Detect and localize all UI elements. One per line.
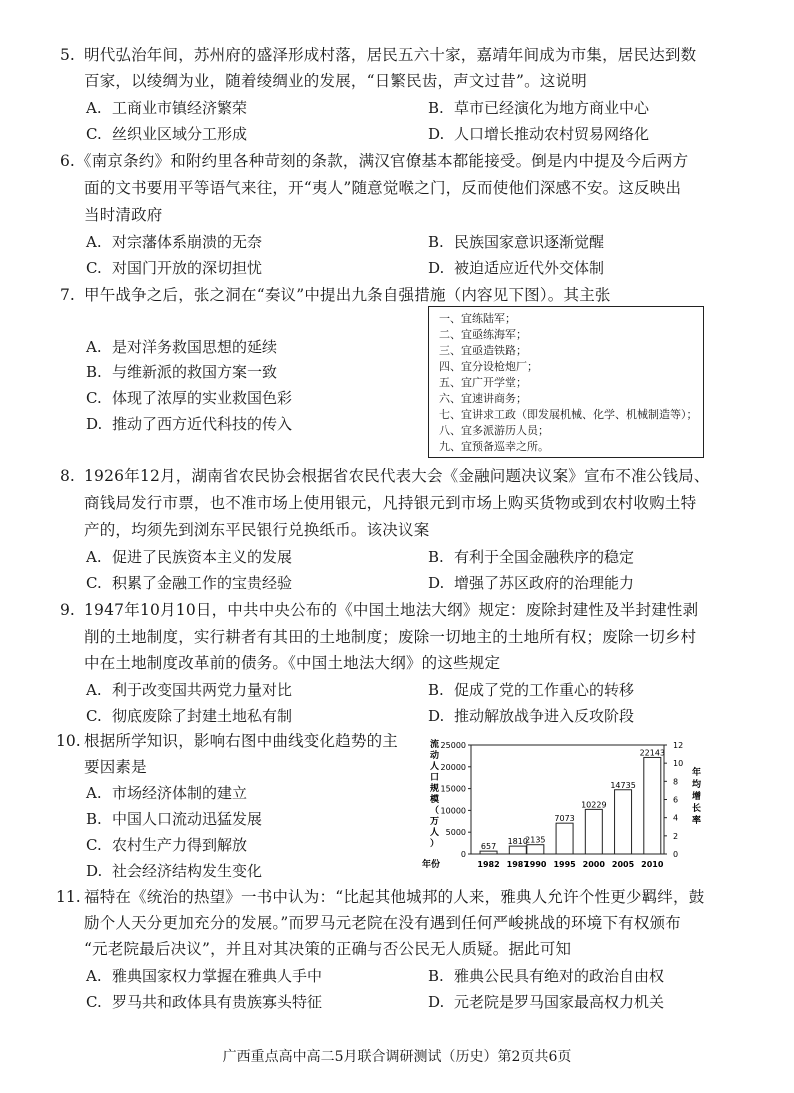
q8-stem-line-3: 产的，均须先到浏东平民银行兑换纸币。该决议案: [84, 521, 430, 539]
q10-option-a[interactable]: A. 市场经济体制的建立: [86, 784, 248, 802]
q11-stem-line-1: 福特在《统治的热望》一书中认为：“比起其他城邦的人来，雅典人允许个性更少羁绊，鼓: [84, 888, 705, 906]
q9-option-c[interactable]: C. 彻底废除了封建土地私有制: [86, 707, 293, 725]
q10-option-d[interactable]: D. 社会经济结构发生变化: [86, 862, 263, 880]
y-tick-label: 5000: [445, 828, 466, 838]
q9-stem-line-3: 中在土地制度改革前的债务。《中国土地法大纲》的这些规定: [84, 654, 501, 672]
q5-option-d[interactable]: D. 人口增长推动农村贸易网络化: [428, 125, 650, 143]
migration-chart: [420, 733, 710, 878]
q8-stem-line-1: 1926年12月，湖南省农民协会根据省农民代表大会《金融问题决议案》宣布不准公钱局、: [84, 467, 710, 485]
q8-option-b[interactable]: B. 有利于全国金融秩序的稳定: [428, 548, 635, 566]
q8-option-c[interactable]: C. 积累了金融工作的宝贵经验: [86, 574, 293, 592]
y2-axis-title-text: [692, 766, 702, 826]
x-tick-label: 1987: [506, 860, 529, 869]
q9-option-a[interactable]: A. 利于改变国共两党力量对比: [86, 681, 293, 699]
x-tick-label: 2005: [611, 860, 635, 869]
q7-option-c[interactable]: C. 体现了浓厚的实业救国色彩: [86, 389, 293, 407]
y-axis-title-char: 人: [430, 762, 440, 772]
y2-axis-ticks: [664, 741, 683, 859]
measure-item: 二、宜亟练海军；: [439, 328, 527, 341]
q6-stem-line-3: 当时清政府: [84, 206, 163, 224]
q5-option-a[interactable]: A. 工商业市镇经济繁荣: [86, 99, 248, 117]
measure-item: 五、宜广开学堂；: [439, 376, 527, 389]
bar-value-label: 10229: [581, 800, 607, 810]
y2-axis-title-char: 均: [692, 780, 702, 790]
y-axis-title-char: ）: [430, 839, 440, 849]
y2-axis-title-char: 率: [692, 816, 702, 826]
q11-option-b[interactable]: B. 雅典公民具有绝对的政治自由权: [428, 967, 665, 985]
bar-value-label: 2135: [525, 835, 546, 845]
q6-stem-line-1: 《南京条约》和附约里各种苛刻的条款，满汉官僚基本都能接受。倒是内中提及今后两方: [76, 152, 689, 170]
q9-number: 9.: [60, 601, 75, 619]
q8-option-d[interactable]: D. 增强了苏区政府的治理能力: [428, 574, 635, 592]
y-axis-title-char: 人: [430, 828, 440, 838]
q6-option-d[interactable]: D. 被迫适应近代外交体制: [428, 259, 605, 277]
q10-option-b[interactable]: B. 中国人口流动迅猛发展: [86, 810, 263, 828]
y2-axis-title-char: 年: [692, 768, 702, 778]
bar-value-label: 22143: [639, 748, 666, 758]
q9-option-d[interactable]: D. 推动解放战争进入反攻阶段: [428, 707, 635, 725]
bar-value-label: 657: [480, 842, 497, 852]
q8-stem-line-2: 商钱局发行市票，也不准市场上使用银元，凡持银元到市场上购买货物或到农村收购土特: [84, 494, 697, 512]
y2-tick-label: 8: [673, 777, 679, 787]
measure-item: 九、宜预备巡幸之所。: [439, 440, 549, 453]
measure-item: 一、宜练陆军；: [439, 312, 516, 325]
q6-option-b[interactable]: B. 民族国家意识逐渐觉醒: [428, 233, 605, 251]
measure-item: 八、宜多派游历人员；: [439, 424, 549, 437]
q11-option-a[interactable]: A. 雅典国家权力掌握在雅典人手中: [86, 967, 323, 985]
q6-option-c[interactable]: C. 对国门开放的深切担忧: [86, 259, 263, 277]
y2-axis-title-char: 增: [692, 792, 702, 802]
q6-stem-line-2: 面的文书要用平等语气来往，开“夷人”随意觉喉之门，反而使他们深感不安。这反映出: [84, 179, 682, 197]
y-tick-label: 15000: [440, 784, 466, 794]
x-tick-label: 1990: [524, 860, 547, 869]
bar-value-label: 14735: [610, 780, 636, 790]
q7-option-a[interactable]: A. 是对洋务救国思想的延续: [86, 338, 278, 356]
y2-tick-label: 12: [673, 741, 684, 750]
y2-tick-label: 10: [673, 759, 684, 769]
measure-item: 三、宜亟造铁路；: [439, 344, 527, 357]
y-tick-label: 0: [460, 850, 466, 859]
q5-option-b[interactable]: B. 草市已经演化为地方商业中心: [428, 99, 650, 117]
q11-stem-line-2: 励个人天分更加充分的发展。”而罗马元老院在没有遇到任何严峻挑战的环境下有权颁布: [84, 914, 681, 932]
q11-stem-line-3: “元老院最后决议”，并且对其决策的正确与否公民无人质疑。据此可知: [84, 940, 572, 958]
measure-item: 四、宜分设枪炮厂；: [439, 360, 538, 373]
y-axis-title-char: （: [430, 806, 440, 816]
q10-option-c[interactable]: C. 农村生产力得到解放: [86, 836, 248, 854]
q8-number: 8.: [60, 467, 75, 485]
q5-stem-line-2: 百家，以绫绸为业，随着绫绸业的发展，“日繁民齿，声文过昔”。这说明: [84, 72, 587, 90]
bar: [509, 846, 526, 854]
q7-option-d[interactable]: D. 推动了西方近代科技的传入: [86, 415, 293, 433]
bar: [556, 823, 573, 854]
y2-tick-label: 6: [673, 795, 679, 805]
y2-tick-label: 2: [673, 831, 679, 841]
q7-stem-line-1: 甲午战争之后，张之洞在“奏议”中提出九条自强措施（内容见下图）。其主张: [84, 286, 611, 304]
q5-number: 5.: [60, 46, 75, 64]
bar: [480, 851, 497, 854]
q6-option-a[interactable]: A. 对宗藩体系崩溃的无奈: [86, 233, 263, 251]
x-tick-label: 1995: [553, 860, 576, 869]
y-tick-label: 10000: [440, 806, 466, 816]
page-footer: 广西重点高中高二5月联合调研测试（历史）第2页共6页: [222, 1049, 572, 1065]
q5-stem-line-1: 明代弘治年间，苏州府的盛泽形成村落，居民五六十家，嘉靖年间成为市集，居民达到数: [84, 46, 697, 64]
x-axis-title: 年份: [422, 860, 441, 870]
q7-measures-box: [428, 306, 704, 458]
q9-stem-line-2: 削的土地制度，实行耕者有其田的土地制度；废除一切地主的土地所有权；废除一切乡村: [84, 628, 697, 646]
y2-axis-title: [692, 766, 702, 826]
q7-option-b[interactable]: B. 与维新派的救国方案一致: [86, 363, 278, 381]
q10-stem-line-2: 要因素是: [84, 758, 147, 776]
y-axis-title-text: [429, 738, 440, 849]
q9-option-b[interactable]: B. 促成了党的工作重心的转移: [428, 681, 635, 699]
x-axis-ticks: [477, 860, 663, 869]
bar: [615, 790, 632, 854]
x-tick-label: 2000: [582, 860, 605, 869]
y-axis-title-char: 万: [430, 817, 440, 827]
y-axis-title: [429, 738, 440, 849]
y-tick-label: 20000: [440, 762, 466, 772]
y-axis-title-char: 规: [430, 784, 440, 794]
bar: [585, 809, 602, 854]
y-axis-title-char: 模: [430, 795, 440, 805]
y-axis-title-char: 流: [430, 740, 440, 750]
x-tick-label: 1982: [477, 860, 500, 869]
q6-number: 6.: [60, 152, 75, 170]
y-axis-ticks: [441, 741, 471, 859]
measure-item: 六、宜速讲商务；: [439, 392, 527, 405]
y-tick-label: 25000: [440, 741, 466, 750]
q11-option-d[interactable]: D. 元老院是罗马国家最高权力机关: [428, 993, 665, 1011]
x-tick-label: 2010: [641, 860, 664, 869]
q10-stem-line-1: 根据所学知识，影响右图中曲线变化趋势的主: [84, 732, 399, 750]
q11-option-c[interactable]: C. 罗马共和政体具有贵族寡头特征: [86, 993, 323, 1011]
q8-option-a[interactable]: A. 促进了民族资本主义的发展: [86, 548, 293, 566]
bar-value-label: 7073: [554, 814, 575, 824]
measure-item: 七、宜讲求工政（即发展机械、化学、机械制造等）；: [439, 408, 698, 421]
q10-number: 10.: [56, 732, 81, 750]
bar: [527, 845, 544, 854]
y2-tick-label: 4: [673, 813, 679, 823]
q11-number: 11.: [56, 888, 81, 906]
bar-value-label: 1810: [507, 837, 528, 847]
q5-option-c[interactable]: C. 丝织业区域分工形成: [86, 125, 248, 143]
q7-number: 7.: [60, 286, 75, 304]
q9-stem-line-1: 1947年10月10日，中共中央公布的《中国土地法大纲》规定：废除封建性及半封建性剥: [84, 601, 699, 619]
y-axis-title-char: 口: [430, 773, 440, 783]
y2-tick-label: 0: [673, 850, 679, 859]
y2-axis-title-char: 长: [692, 804, 702, 814]
bar: [644, 757, 661, 854]
y-axis-title-char: 动: [430, 751, 440, 761]
